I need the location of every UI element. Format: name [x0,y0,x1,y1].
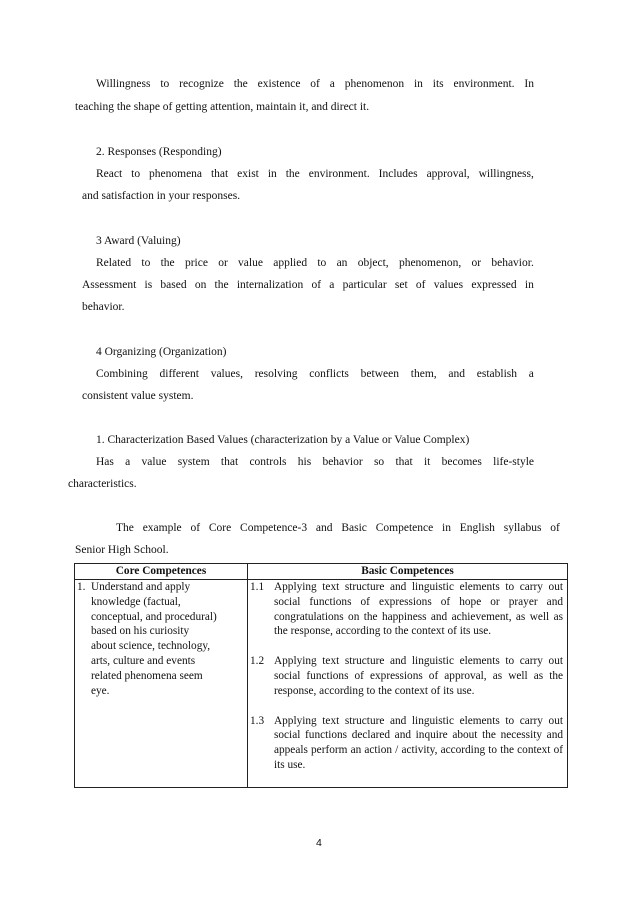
basic-competence-text: Applying text structure and linguistic elements to carry out social functions declared and inquire about the necessity and appeals perform an action / activity, according to the context of its use. [274,714,563,771]
basic-competence-text: Applying text structure and linguistic elements to carry out social functions of expressions of hope or prayer and congratulations on the happiness and achievement, as well as the response, according to the context of its use. [274,581,563,638]
core-competence-cell [75,580,248,788]
organizing-line-1: Combining different values, resolving conflicts between them, and establish a [96,368,534,380]
responding-line-2: and satisfaction in your responses. [82,190,241,202]
valuing-line-2: Assessment is based on the internalization of a particular set of values expressed in [82,279,534,291]
basic-competence-cell [248,580,568,788]
characterization-heading: 1. Characterization Based Values (characterization by a Value or Value Complex) [96,434,470,446]
valuing-heading: 3 Award (Valuing) [96,235,181,247]
competence-table [74,563,568,788]
responding-line-1: React to phenomena that exist in the environment. Includes approval, willingness, [96,168,534,180]
valuing-line-3: behavior. [82,301,125,313]
core-competence-number: 1. [77,581,86,593]
receiving-line-2: teaching the shape of getting attention, maintain it, and direct it. [75,101,370,113]
organizing-heading: 4 Organizing (Organization) [96,346,227,358]
core-competence-text: Understand and apply knowledge (factual, conceptual, and procedural) based on his curiosity about science, technology, arts, culture and events related phenomena seem eye. [91,581,217,697]
basic-competence-item [250,714,563,773]
basic-competence-number: 1.1 [250,581,265,593]
basic-competence-item [250,580,563,639]
organizing-line-2: consistent value system. [82,390,194,402]
basic-competence-number: 1.2 [250,655,265,668]
page-number: 4 [316,837,322,849]
responding-heading: 2. Responses (Responding) [96,146,222,158]
valuing-line-1: Related to the price or value applied to an object, phenomenon, or behavior. [96,257,534,269]
example-line-1: The example of Core Competence-3 and Basic Competence in English syllabus of [116,522,560,534]
basic-competence-item [250,654,563,698]
receiving-line-1: Willingness to recognize the existence of a phenomenon in its environment. In [96,78,534,90]
basic-competence-text: Applying text structure and linguistic elements to carry out social functions of expressions of approval, as well as the response, according to the context of its use. [274,655,563,697]
characterization-line-1: Has a value system that controls his behavior so that it becomes life-style [96,456,534,468]
table-header-row [75,564,568,580]
example-line-2: Senior High School. [75,544,169,556]
table-row [75,580,568,788]
basic-competences-header: Basic Competences [248,564,568,580]
core-competence-item [77,580,245,698]
core-competences-header: Core Competences [75,564,248,580]
characterization-line-2: characteristics. [68,478,137,490]
basic-competence-number: 1.3 [250,714,265,727]
